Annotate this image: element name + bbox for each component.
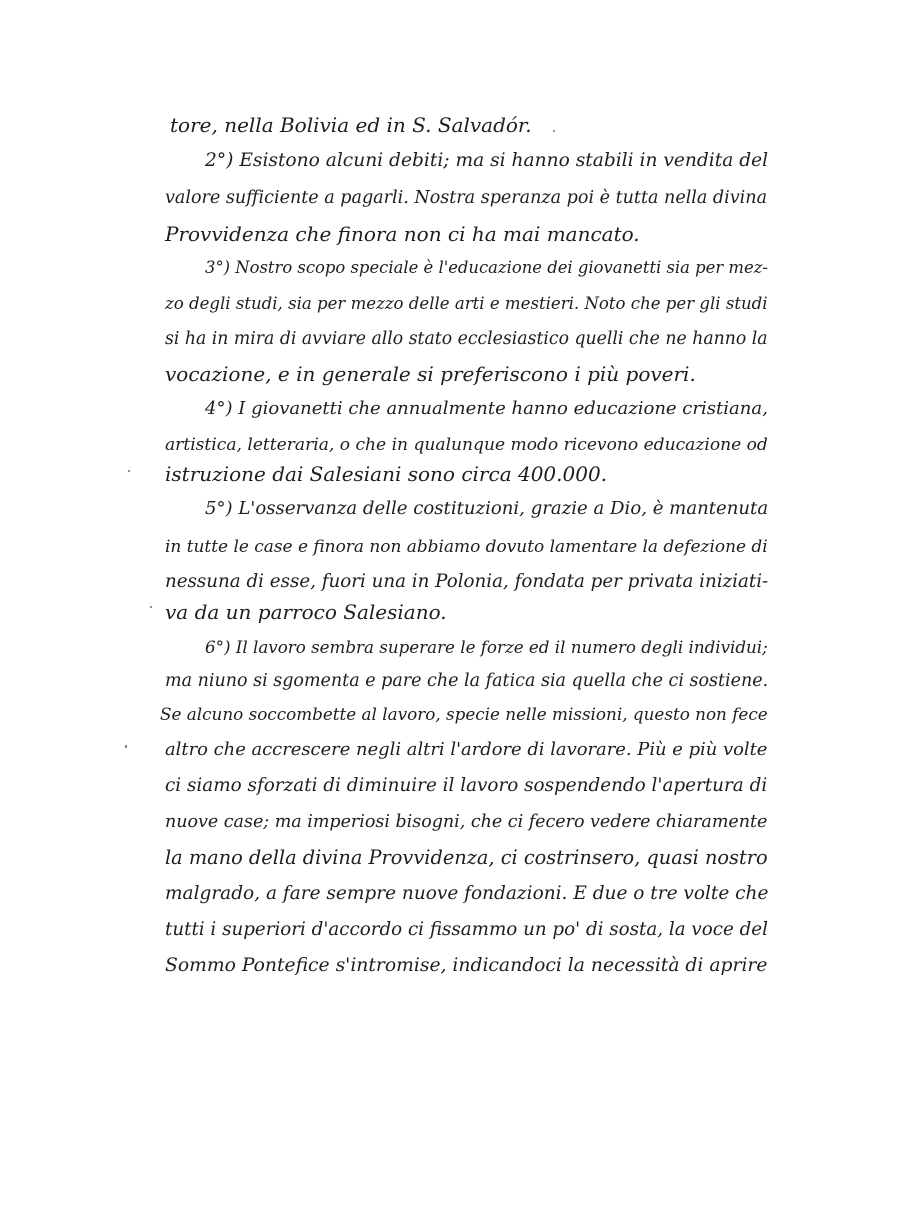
manuscript-line: Sommo Pontefice s'intromise, indicandoci la necessità di aprire — [165, 955, 768, 976]
ink-speck — [125, 745, 127, 748]
manuscript-line: in tutte le case e finora non abbiamo dovuto lamentare la defezione di — [165, 536, 768, 556]
manuscript-line: artistica, letteraria, o che in qualunque modo ricevono educazione od — [165, 435, 768, 455]
manuscript-line: 5°) L'osservanza delle costituzioni, grazie a Dio, è mantenuta — [205, 498, 769, 519]
manuscript-line: altro che accrescere negli altri l'ardore di lavorare. Più e più volte — [165, 739, 768, 760]
manuscript-line: valore sufficiente a pagarli. Nostra speranza poi è tutta nella divina — [165, 188, 768, 208]
manuscript-line: nessuna di esse, fuori una in Polonia, fondata per privata iniziati- — [165, 571, 769, 592]
ink-speck — [128, 470, 130, 472]
manuscript-line: istruzione dai Salesiani sono circa 400.000. — [165, 462, 608, 486]
manuscript-line: 4°) I giovanetti che annualmente hanno educazione cristiana, — [205, 398, 768, 419]
manuscript-line: ci siamo sforzati di diminuire il lavoro sospendendo l'apertura di — [165, 775, 768, 796]
manuscript-line: nuove case; ma imperiosi bisogni, che ci fecero vedere chiaramente — [165, 812, 768, 832]
manuscript-line: ma niuno si sgomenta e pare che la fatica sia quella che ci sostiene. — [165, 671, 769, 691]
manuscript-line: Provvidenza che finora non ci ha mai mancato. — [165, 222, 640, 246]
manuscript-line: tutti i superiori d'accordo ci fissammo un po' di sosta, la voce del — [165, 919, 768, 940]
manuscript-line: Se alcuno soccombette al lavoro, specie nelle missioni, questo non fece — [160, 704, 768, 724]
manuscript-line: vocazione, e in generale si preferiscono i più poveri. — [165, 362, 696, 386]
ink-speck — [553, 130, 555, 132]
manuscript-line: malgrado, a fare sempre nuove fondazioni. E due o tre volte che — [165, 883, 769, 904]
manuscript-line: zo degli studi, sia per mezzo delle arti e mestieri. Noto che per gli studi — [165, 294, 768, 313]
manuscript-line: tore, nella Bolivia ed in S. Salvadór. — [170, 113, 532, 137]
manuscript-line: 2°) Esistono alcuni debiti; ma si hanno stabili in vendita del — [205, 150, 769, 171]
manuscript-line: va da un parroco Salesiano. — [165, 600, 447, 624]
manuscript-line: 6°) Il lavoro sembra superare le forze ed il numero degli individui; — [205, 637, 768, 657]
manuscript-line: si ha in mira di avviare allo stato ecclesiastico quelli che ne hanno la — [165, 329, 768, 349]
ink-speck — [150, 606, 152, 608]
manuscript-line: 3°) Nostro scopo speciale è l'educazione dei giovanetti sia per mez- — [205, 258, 768, 277]
manuscript-line: la mano della divina Provvidenza, ci costrinsero, quasi nostro — [165, 846, 768, 869]
